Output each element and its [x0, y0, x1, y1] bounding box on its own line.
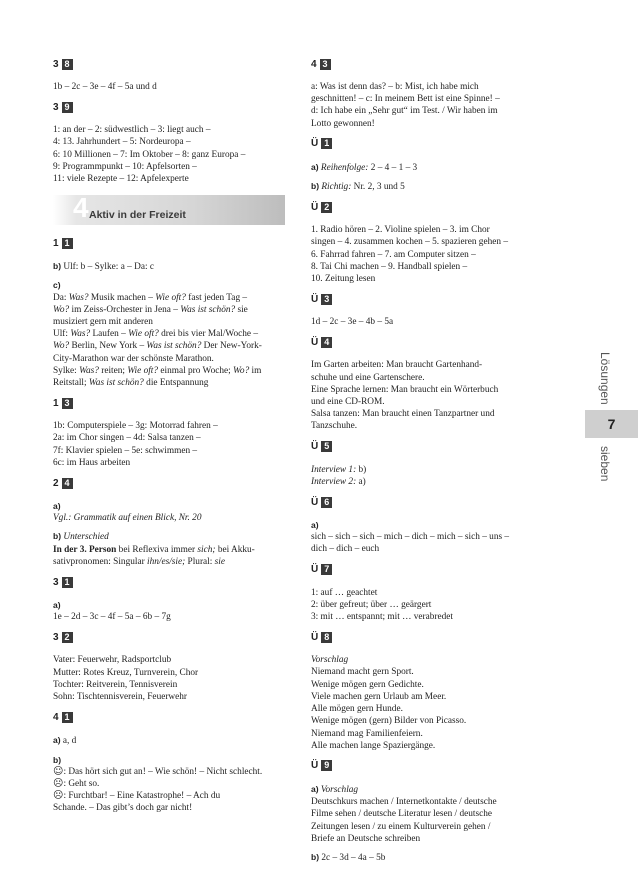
answer-line: Schande. – Das gibt’s doch gar nicht! [53, 803, 193, 814]
answer-line: Wenige mögen (gern) Bilder von Picasso. [311, 716, 467, 727]
answer-line: 11: viele Rezepte – 12: Apfelexperte [53, 174, 189, 185]
answer-line: City-Marathon war der schönste Marathon. [53, 353, 214, 364]
exercise-prefix: Ü [311, 336, 319, 348]
right-column [311, 58, 549, 872]
answer-line: Unterschied [63, 532, 109, 543]
sad-face-icon: ☹ [53, 790, 64, 802]
answer-line: ☹: Furchtbar! – Eine Katastrophe! – Ach du [53, 790, 221, 802]
answer-text: 1d – 2c – 3e – 4b – 5a [311, 317, 394, 328]
section-4-3 [311, 58, 549, 130]
answer-line: 2c – 3d – 4a – 5b [321, 852, 386, 863]
answer-line: 1: an der – 2: südwestlich – 3: liegt auch – [53, 125, 211, 136]
exercise-number: 3 [320, 59, 331, 70]
exercise-prefix: Ü [311, 760, 319, 772]
answer-line: Lotto gewonnen! [311, 118, 375, 129]
answer-line: In der 3. Person bei Reflexiva immer sich; bei Akku- [53, 544, 255, 555]
answer-line: Briefe an Deutsche schreiben [311, 833, 421, 844]
answer-text [53, 260, 285, 273]
happy-face-icon: ☺ [53, 765, 64, 777]
answer-line: Filme sehen / deutsche Literatur lesen / deutsche [311, 809, 492, 820]
exercise-number: 4 [62, 478, 73, 489]
answer-line: musiziert gern mit anderen [53, 317, 153, 328]
answer-line: Tanzschuhe. [311, 421, 358, 432]
exercise-number: 8 [321, 632, 332, 643]
chapter-number: 1 [53, 397, 59, 409]
side-label-sieben: sieben [598, 446, 612, 482]
section-header [53, 711, 285, 723]
section-header [311, 496, 549, 508]
answer-line: Mutter: Rotes Kreuz, Turnverein, Chor [53, 667, 199, 678]
chapter-number: 1 [53, 237, 59, 249]
answer-text [311, 81, 549, 130]
part-label: b) [53, 754, 62, 765]
part-label: b) [53, 261, 62, 272]
suggestion-label: Vorschlag [320, 784, 359, 795]
exercise-number: 9 [321, 760, 332, 771]
answer-line: Nr. 2, 3 und 5 [351, 182, 405, 193]
answer-text [53, 754, 285, 815]
answer-text [53, 654, 285, 703]
answer-line: geschnitten! – c: In meinem Bett ist eine Spinne! – [311, 94, 500, 105]
part-label: a) [53, 501, 61, 512]
section-u-1 [311, 138, 549, 193]
chapter-number: 3 [53, 576, 59, 588]
answer-line: Wo? Berlin, New York – Was ist schön? Der New-York- [53, 341, 262, 352]
section-u-6 [311, 496, 549, 556]
answer-line: sich – sich – sich – mich – dich – mich – sich – uns – [311, 532, 510, 543]
answer-line: Interview 1: b) [311, 464, 367, 475]
chapter-side-tab [585, 0, 638, 891]
section-3-1 [53, 576, 285, 623]
chapter-number: 3 [53, 58, 59, 70]
answer-line: 6. Fahrrad fahren – 7. am Computer sitzen – [311, 249, 476, 260]
answer-line: schuhe und eine Gartenschere. [311, 372, 425, 383]
answer-line: 8. Tai Chi machen – 9. Handball spielen – [311, 261, 468, 272]
answer-line: Ulf: Was? Laufen – Wie oft? drei bis vier Mal/Woche – [53, 329, 258, 340]
answer-line: Wenige mögen gern Gedichte. [311, 679, 424, 690]
exercise-number: 2 [62, 632, 73, 643]
chapter-banner-number: 4 [73, 192, 89, 224]
answer-text-c [53, 279, 285, 389]
exercise-prefix: Ü [311, 564, 319, 576]
left-column [53, 58, 285, 823]
part-label: b) [311, 181, 320, 192]
section-u-7 [311, 564, 549, 624]
answer-line: 10. Zeitung lesen [311, 274, 376, 285]
answer-line: 2: über gefreut; über … geärgert [311, 599, 432, 610]
part-label: a) [311, 783, 319, 794]
part-label: b) [311, 851, 320, 862]
answer-text [53, 599, 285, 623]
section-u-3 [311, 293, 549, 328]
section-header [53, 101, 285, 113]
exercise-number: 9 [62, 102, 73, 113]
section-header [311, 201, 549, 213]
answer-line: Interview 2: a) [311, 476, 366, 487]
part-label: a) [53, 600, 61, 611]
answer-line: ☺: Das hört sich gut an! – Wie schön! – Nicht schlecht. [53, 765, 263, 777]
answer-line: 2a: im Chor singen – 4d: Salsa tanzen – [53, 433, 201, 444]
answer-line: Eine Sprache lernen: Man braucht ein Wörterbuch [311, 384, 499, 395]
answer-line: 1b: Computerspiele – 3g: Motorrad fahren – [53, 421, 218, 432]
part-label: a) [311, 520, 319, 531]
section-3-8 [53, 58, 285, 93]
answer-text [311, 851, 549, 864]
section-header [311, 564, 549, 576]
answer-line: a: Was ist denn das? – b: Mist, ich habe mich [311, 82, 479, 92]
answer-text [53, 420, 285, 469]
section-1-3 [53, 397, 285, 469]
exercise-number: 1 [62, 577, 73, 588]
section-header [311, 293, 549, 305]
answer-line: 6c: im Haus arbeiten [53, 457, 131, 468]
answer-line: 2 – 4 – 1 – 3 [368, 162, 418, 173]
answer-line: 3: mit … entspannt; mit … verabredet [311, 612, 454, 623]
answer-line: 1: auf … geachtet [311, 587, 378, 598]
section-4-1 [53, 711, 285, 814]
exercise-prefix: Ü [311, 138, 319, 150]
answer-line: Salsa tanzen: Man braucht einen Tanzpartner und [311, 409, 495, 420]
exercise-prefix: Ü [311, 441, 319, 453]
section-u-5 [311, 441, 549, 488]
section-header [311, 760, 549, 772]
neutral-face-icon: ☹ [53, 777, 64, 789]
chapter-banner-title: Aktiv in der Freizeit [89, 209, 186, 222]
answer-text [311, 587, 549, 624]
chapter-number: 3 [53, 631, 59, 643]
answer-text [311, 464, 549, 488]
answer-line: Sylke: Was? reiten; Wie oft? einmal pro Woche; Wo? im [53, 365, 262, 376]
answer-text [311, 359, 549, 432]
chapter-number: 2 [53, 477, 59, 489]
answer-line: sativpronomen: Singular ihn/es/sie; Plural: sie [53, 556, 225, 567]
section-3-2 [53, 631, 285, 703]
answer-text [53, 734, 285, 747]
answer-text [53, 124, 285, 185]
section-header [53, 397, 285, 409]
answer-line: Wo? im Zeiss-Orchester in Jena – Was ist schön? sie [53, 304, 248, 315]
answer-text: 1b – 2c – 3e – 4f – 5a und d [53, 82, 157, 92]
section-2-4 [53, 477, 285, 568]
answer-line: Da: Was? Musik machen – Wie oft? fast jeden Tag – [53, 292, 248, 303]
answer-line: 1. Radio hören – 2. Violine spielen – 3. im Chor [311, 225, 490, 236]
answer-line: Alle mögen gern Hunde. [311, 704, 403, 715]
chapter-number: 4 [53, 711, 59, 723]
answer-line: Im Garten arbeiten: Man braucht Gartenhand- [311, 360, 483, 371]
section-1-1 [53, 237, 285, 389]
section-3-9 [53, 101, 285, 185]
answer-text [53, 530, 285, 568]
part-label: a) [311, 161, 319, 172]
answer-text [311, 519, 549, 556]
answer-line: Niemand macht gern Sport. [311, 667, 414, 678]
exercise-prefix: Ü [311, 496, 319, 508]
answer-text [311, 783, 549, 845]
answer-line: d: Ich habe ein „Sehr gut“ im Test. / Wir haben im [311, 106, 498, 117]
section-header [311, 631, 549, 643]
exercise-prefix: Ü [311, 631, 319, 643]
exercise-number: 4 [321, 337, 332, 348]
answer-line: 7f: Klavier spielen – 5e: schwimmen – [53, 445, 198, 456]
section-header [53, 576, 285, 588]
exercise-number: 8 [62, 59, 73, 70]
part-label: b) [53, 531, 62, 542]
answer-text [311, 654, 549, 752]
answer-line: Alle machen lange Spaziergänge. [311, 740, 436, 751]
section-u-8 [311, 631, 549, 752]
answer-line: Tochter: Reitverein, Tennisverein [53, 679, 178, 690]
answer-text [53, 500, 285, 524]
answer-line: 4: 13. Jahrhundert – 5: Nordeuropa – [53, 137, 191, 148]
exercise-number: 5 [321, 441, 332, 452]
answer-line: 9: Programmpunkt – 10: Apfelsorten – [53, 161, 197, 172]
chapter-number: 3 [53, 101, 59, 113]
section-header [311, 441, 549, 453]
section-header [53, 477, 285, 489]
answer-line: und eine CD-ROM. [311, 397, 385, 408]
section-header [53, 631, 285, 643]
answer-line: 1e – 2d – 3c – 4f – 5a – 6b – 7g [53, 612, 171, 623]
exercise-number: 6 [321, 497, 332, 508]
section-header [311, 58, 549, 70]
suggestion-label: Vorschlag [311, 655, 349, 666]
answer-line: ☹: Geht so. [53, 777, 100, 789]
answer-line: 6: 10 Millionen – 7: Im Oktober – 8: ganz Europa – [53, 149, 246, 160]
exercise-number: 3 [62, 398, 73, 409]
answer-line: Sohn: Tischtennisverein, Feuerwehr [53, 692, 188, 703]
section-u-2 [311, 201, 549, 285]
exercise-number: 1 [62, 238, 73, 249]
answer-text [311, 224, 549, 285]
chapter-tab-number: 7 [585, 410, 638, 438]
answer-line: Vgl.: Grammatik auf einen Blick, Nr. 20 [53, 513, 202, 524]
exercise-number: 7 [321, 564, 332, 575]
exercise-number: 3 [321, 294, 332, 305]
section-u-4 [311, 336, 549, 432]
answer-line: singen – 4. zusammen kochen – 5. spazieren gehen – [311, 237, 508, 248]
answer-text: a) Reihenfolge: 2 – 4 – 1 – 3 b) Richtig: Nr. 2, 3 und 5 [311, 161, 418, 193]
exercise-prefix: Ü [311, 293, 319, 305]
section-u-9 [311, 760, 549, 864]
chapter-banner [53, 192, 285, 225]
answer-line: dich – dich – euch [311, 544, 380, 555]
answer-line: a, d [62, 736, 77, 747]
section-header [53, 58, 285, 70]
answer-line: Vater: Feuerwehr, Radsportclub [53, 655, 172, 666]
answer-line: Niemand mag Familienfeiern. [311, 728, 423, 739]
chapter-number: 4 [311, 58, 317, 70]
part-label: a) [53, 735, 61, 746]
section-header [311, 138, 549, 150]
answer-line: Viele machen gern Urlaub am Meer. [311, 691, 447, 702]
answer-line: Zeitungen lesen / zu einem Kulturverein gehen / [311, 821, 491, 832]
side-label-loesungen: Lösungen [598, 352, 612, 405]
exercise-number: 1 [321, 138, 332, 149]
section-header [311, 336, 549, 348]
answer-line: Reitstall; Was ist schön? die Entspannung [53, 378, 209, 389]
part-label: c) [53, 280, 61, 291]
exercise-number: 2 [321, 202, 332, 213]
exercise-number: 1 [62, 712, 73, 723]
answer-line: Ulf: b – Sylke: a – Da: c [63, 262, 154, 273]
section-header [53, 237, 285, 249]
answer-line: Deutschkurs machen / Internetkontakte / deutsche [311, 797, 497, 808]
exercise-prefix: Ü [311, 201, 319, 213]
